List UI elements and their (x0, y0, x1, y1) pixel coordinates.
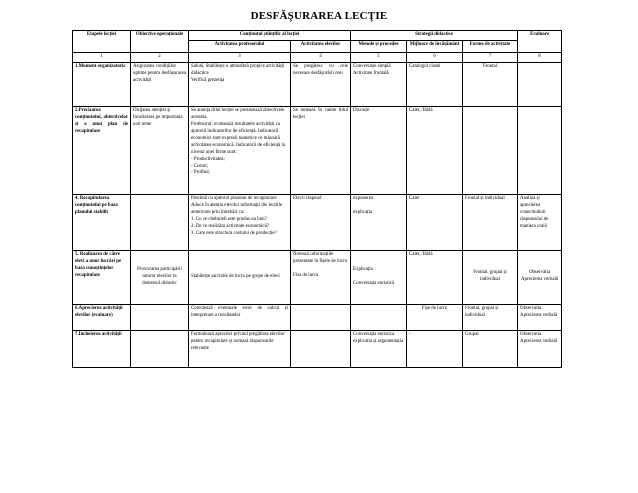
header-activitatea-profesorului: Activitatea profesorului (189, 40, 291, 52)
cell-obiective: Provocarea participării tuturor elevilor la demersul didactic (131, 250, 189, 304)
cell-forme: Frontal și individual (463, 194, 518, 250)
cell-mijloace: Catalogul clasei (407, 62, 463, 106)
cell-mijloace: - (407, 330, 463, 367)
lesson-plan-table (72, 30, 562, 368)
header-activitatea-elevilor: Activitatea elevilor (291, 40, 351, 52)
cell-obiective (131, 194, 189, 250)
cell-activitate-profesor: Prezintă cu ajutorul planului de recapitulare Aduce în atenția elevilor informații din lecțiile anterioare prin întrebări ca: 1. Cu ce cheltuieli este produs un bun? 2. De ce realizăm activitate economică? 3. Care este structura costului de producție? (189, 194, 291, 250)
column-number: 7 (463, 52, 518, 62)
column-number: 1 (73, 52, 131, 62)
table-row (73, 106, 562, 194)
cell-metode: Explicația Conversația euristică (351, 250, 407, 304)
cell-forme: Frontal (463, 62, 518, 106)
table-row (73, 194, 562, 250)
cell-forme: Frontal, grupal și individual (463, 250, 518, 304)
header-continutul: Conținutul științific al lecției (189, 31, 351, 41)
cell-activitate-elevi: Se pregătesc cu cele necesare desfășurării orei (291, 62, 351, 106)
cell-mijloace: Caiet (407, 194, 463, 250)
cell-etapa: 1.Moment organizatoric (73, 62, 131, 106)
cell-evaluare (518, 106, 562, 194)
header-row-top (73, 31, 562, 41)
column-number: 3 (189, 52, 291, 62)
column-number: 6 (407, 52, 463, 62)
cell-forme: Grupal (463, 330, 518, 367)
cell-activitate-elevi: Se notează în caiete titlul lecției (291, 106, 351, 194)
cell-activitate-elevi (291, 304, 351, 330)
cell-obiective (131, 330, 189, 367)
cell-evaluare: Observatia Aprecierea verbală (518, 330, 562, 367)
page-title: DESFĂŞURAREA LECŢIE (250, 10, 388, 22)
cell-etapa: 7.Încheierea activității (73, 330, 131, 367)
cell-etapa: 5. Realizarea de către elevi a unor lucrări pe baza cunoștințelor recapitulate (73, 250, 131, 304)
cell-etapa: 6.Aprecierea activității elevilor (evaluare) (73, 304, 131, 330)
cell-metode: expunerea explicația (351, 194, 407, 250)
cell-mijloace: Caiet, Tablă (407, 106, 463, 194)
cell-obiective (131, 304, 189, 330)
cell-etapa: 2.Precizarea conținutului, obiectivelor și a unui plan de recapitulare (73, 106, 131, 194)
column-number: 8 (518, 52, 562, 62)
cell-activitate-profesor: Salută, Stabilește o atmosferă propice activității didactice Verifică prezența (189, 62, 291, 106)
cell-metode: Discuție (351, 106, 407, 194)
header-evaluare: Evaluare (518, 31, 562, 53)
cell-etapa: 4. Recapitularea conținutului pe baza planului stabilit (73, 194, 131, 250)
header-mijloace: Mijloace de învățământ (407, 40, 463, 52)
cell-mijloace: Caiet, Tablă (407, 250, 463, 304)
header-strategii: Strategii didactice (351, 31, 518, 41)
header-forme: Forme de activitate (463, 40, 518, 52)
table-row (73, 304, 562, 330)
cell-evaluare: Observatia Aprecierea verbală (518, 250, 562, 304)
column-number: 2 (131, 52, 189, 62)
cell-evaluare: Observatia Aprecierea verbală (518, 304, 562, 330)
header-etapele: Etapele lecției (73, 31, 131, 53)
table-row (73, 62, 562, 106)
cell-metode: Conversația euristica explicatia și argumentația (351, 330, 407, 367)
header-metode: Metode și procedee (351, 40, 407, 52)
cell-obiective: Asigurarea condițiilor optime pentru desfășurarea activității (131, 62, 189, 106)
column-number-row (73, 52, 562, 62)
cell-activitate-profesor: Se anunța titlul lecției se prezezează obiectivele acesteia. Profesorul: evaluează rezultatele activității cu ajutorul indicatorilor de eficiență. Indicatorii economici sunt expresii numerice ce măsoară activitatea economică. Indicatorii de eficiență la nivelul unei firme sunt: - Productivitatea; - Costul; - Profitul, (189, 106, 291, 194)
cell-evaluare: Analiza și aprecierea conecitudinii răspunsului de maniera orală (518, 194, 562, 250)
cell-activitate-profesor: Corectează eventuale erori de calcul și interpretare a rezultatelor (189, 304, 291, 330)
cell-obiective: Dirijarea atenției și focalizarea pe importanța noii teme (131, 106, 189, 194)
column-number: 5 (351, 52, 407, 62)
cell-activitate-profesor: Stabilește sarcinile de lucru pe grupe de elevi (189, 250, 291, 304)
cell-metode: Conversație simplă Activitate frontală (351, 62, 407, 106)
cell-activitate-profesor: Formulează aprecieri privind pregătirea elevilor pentru recapitulare și notează răspunsurile relevante (189, 330, 291, 367)
header-obiective: Obiective operaționale (131, 31, 189, 53)
cell-forme (463, 106, 518, 194)
cell-evaluare (518, 62, 562, 106)
cell-activitate-elevi: Notează informațiile prezentate în fișele de lucru Fisa de lucru (291, 250, 351, 304)
cell-activitate-elevi: Elevii răspund (291, 194, 351, 250)
cell-forme: Frontal, grupal și individual (463, 304, 518, 330)
table-row (73, 250, 562, 304)
cell-mijloace: Fișe de lucru (407, 304, 463, 330)
cell-metode (351, 304, 407, 330)
cell-activitate-elevi (291, 330, 351, 367)
table-row (73, 330, 562, 367)
column-number: 4 (291, 52, 351, 62)
